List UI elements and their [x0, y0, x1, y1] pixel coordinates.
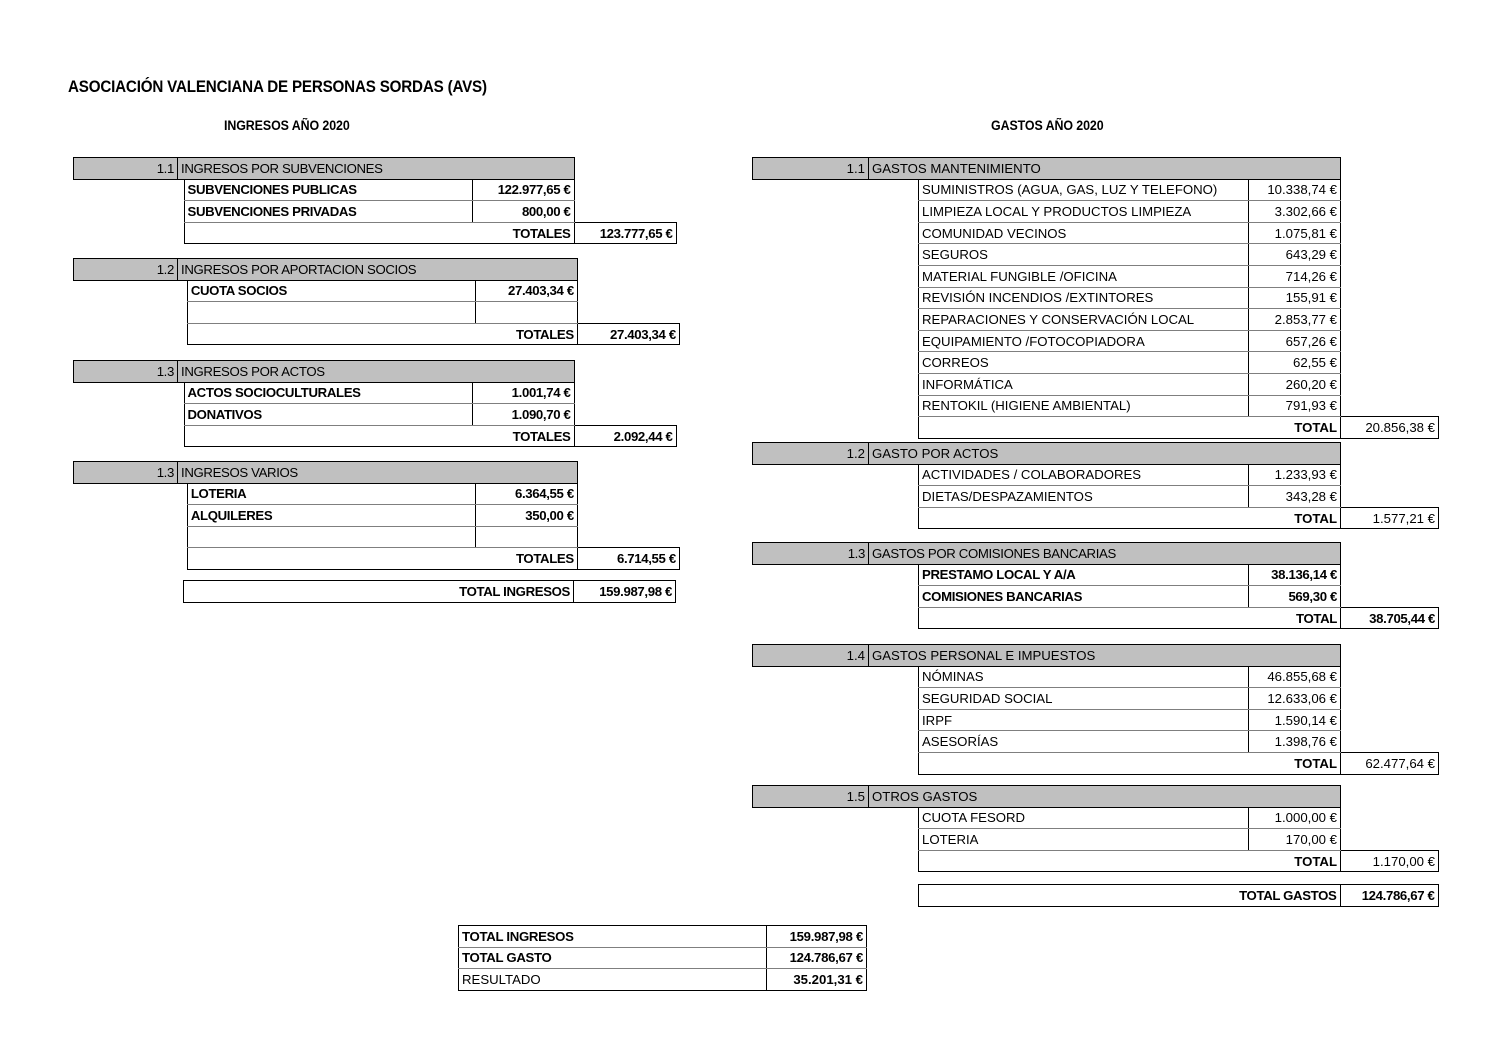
section-total-value: 38.705,44 € [1341, 607, 1439, 629]
row-label: CUOTA FESORD [919, 807, 1249, 829]
row-spacer [1341, 201, 1439, 223]
row-label: ACTIVIDADES / COLABORADORES [919, 464, 1249, 486]
summary-value: 35.201,31 € [767, 969, 867, 991]
row-label: PRESTAMO LOCAL Y A/A [919, 564, 1249, 586]
page-title: ASOCIACIÓN VALENCIANA DE PERSONAS SORDAS (AVS) [68, 78, 487, 96]
row-amount: 27.403,34 € [475, 280, 577, 302]
section-title: INGRESOS POR APORTACION SOCIOS [178, 259, 578, 281]
table-row [753, 201, 1439, 223]
section-total-label: TOTALES [187, 548, 577, 570]
row-amount: 1.090,70 € [472, 404, 574, 426]
row-indent [753, 464, 869, 486]
row-spacer [1341, 688, 1439, 710]
row-indent [74, 483, 178, 505]
section-number: 1.4 [753, 645, 869, 667]
row-indent [869, 395, 919, 417]
table-row [74, 201, 677, 223]
section-total-value: 27.403,34 € [577, 323, 679, 345]
row-indent [753, 244, 869, 266]
table-row [753, 829, 1439, 851]
row-indent [869, 309, 919, 331]
row-amount: 122.977,65 € [472, 179, 574, 201]
section-total-row [74, 548, 680, 570]
section-table [73, 157, 677, 244]
row-amount: 657,26 € [1249, 330, 1341, 352]
table-row [74, 404, 677, 426]
gastos-column-subtitle: GASTOS AÑO 2020 [991, 118, 1104, 133]
section-table [73, 360, 677, 447]
row-indent [869, 507, 919, 529]
row-indent [74, 302, 178, 324]
row-spacer [577, 505, 679, 527]
row-indent [869, 179, 919, 201]
section-header-row [753, 158, 1439, 180]
section-total-row [753, 752, 1439, 774]
row-amount: 260,20 € [1249, 373, 1341, 395]
row-indent [752, 885, 868, 907]
row-spacer [1341, 829, 1439, 851]
empty-cell [475, 526, 577, 548]
grand-total-label: TOTAL GASTOS [918, 885, 1340, 907]
row-spacer [1341, 309, 1439, 331]
row-label: SEGUROS [919, 244, 1249, 266]
row-label: LIMPIEZA LOCAL Y PRODUCTOS LIMPIEZA [919, 201, 1249, 223]
section-title: GASTOS MANTENIMIENTO [869, 158, 1341, 180]
row-label: DONATIVOS [184, 404, 472, 426]
section-header-row [74, 361, 677, 383]
row-indent [753, 564, 869, 586]
row-label: SUBVENCIONES PUBLICAS [184, 179, 472, 201]
table-row [74, 179, 677, 201]
row-amount: 155,91 € [1249, 287, 1341, 309]
row-amount: 2.853,77 € [1249, 309, 1341, 331]
section-total-value: 6.714,55 € [577, 548, 679, 570]
section-total-row [74, 323, 680, 345]
empty-cell [187, 526, 475, 548]
row-indent [869, 464, 919, 486]
header-spacer [574, 361, 676, 383]
row-amount: 1.590,14 € [1249, 709, 1341, 731]
row-amount: 714,26 € [1249, 265, 1341, 287]
row-label: COMUNIDAD VECINOS [919, 222, 1249, 244]
row-indent [753, 417, 869, 439]
row-indent [869, 222, 919, 244]
section-table [752, 785, 1439, 872]
row-spacer [577, 483, 679, 505]
row-indent [753, 850, 869, 872]
grand-total-label: TOTAL INGRESOS [184, 581, 574, 603]
row-label: REVISIÓN INCENDIOS /EXTINTORES [919, 287, 1249, 309]
section-total-label: TOTALES [187, 323, 577, 345]
table-row [753, 807, 1439, 829]
row-indent [753, 330, 869, 352]
section-table [752, 542, 1439, 629]
row-label: SEGURIDAD SOCIAL [919, 688, 1249, 710]
table-row [753, 486, 1439, 508]
section-header-row [74, 259, 680, 281]
row-indent [74, 505, 178, 527]
row-amount: 1.398,76 € [1249, 731, 1341, 753]
summary-value: 159.987,98 € [767, 926, 867, 948]
row-label: ACTOS SOCIOCULTURALES [184, 382, 472, 404]
row-indent [74, 526, 178, 548]
row-spacer [1341, 464, 1439, 486]
empty-row [74, 526, 680, 548]
row-indent [753, 395, 869, 417]
summary-row [459, 947, 867, 969]
row-indent [74, 425, 178, 447]
section-number: 1.3 [74, 462, 178, 484]
section-header-row [753, 543, 1439, 565]
table-row [753, 586, 1439, 608]
row-amount: 1.075,81 € [1249, 222, 1341, 244]
empty-row [74, 302, 680, 324]
row-indent [869, 287, 919, 309]
section-title: INGRESOS POR SUBVENCIONES [178, 158, 575, 180]
row-indent [74, 222, 178, 244]
table-row [753, 352, 1439, 374]
section-header-row [753, 645, 1439, 667]
row-amount: 569,30 € [1249, 586, 1341, 608]
row-indent [869, 829, 919, 851]
row-indent [869, 731, 919, 753]
empty-cell [475, 302, 577, 324]
row-indent [869, 486, 919, 508]
row-spacer [1341, 330, 1439, 352]
section-total-row [753, 850, 1439, 872]
row-amount: 791,93 € [1249, 395, 1341, 417]
row-indent [869, 586, 919, 608]
row-spacer [1341, 244, 1439, 266]
row-indent [869, 564, 919, 586]
table-row [753, 395, 1439, 417]
row-indent [753, 352, 869, 374]
section-total-row [753, 607, 1439, 629]
section-table [73, 258, 680, 345]
section-title: INGRESOS VARIOS [178, 462, 578, 484]
section-number: 1.1 [753, 158, 869, 180]
row-label: IRPF [919, 709, 1249, 731]
row-spacer [1341, 179, 1439, 201]
table-row [753, 287, 1439, 309]
row-label: EQUIPAMIENTO /FOTOCOPIADORA [919, 330, 1249, 352]
row-indent [74, 179, 178, 201]
row-spacer [574, 179, 676, 201]
section-header-row [753, 786, 1439, 808]
section-total-value: 1.577,21 € [1341, 507, 1439, 529]
row-amount: 10.338,74 € [1249, 179, 1341, 201]
row-amount: 1.001,74 € [472, 382, 574, 404]
row-indent [753, 666, 869, 688]
row-spacer [1341, 373, 1439, 395]
header-spacer [1341, 158, 1439, 180]
ingresos-column-subtitle: INGRESOS AÑO 2020 [224, 118, 350, 133]
summary-table [458, 925, 867, 991]
row-indent [74, 404, 178, 426]
row-indent [753, 373, 869, 395]
table-row [753, 731, 1439, 753]
row-indent [753, 486, 869, 508]
grand-total-row [73, 581, 676, 603]
row-spacer [1341, 222, 1439, 244]
row-indent [178, 548, 188, 570]
section-total-value: 2.092,44 € [574, 425, 676, 447]
row-amount: 46.855,68 € [1249, 666, 1341, 688]
row-indent [753, 688, 869, 710]
row-indent [869, 417, 919, 439]
row-indent [753, 309, 869, 331]
section-total-label: TOTALES [184, 222, 574, 244]
row-indent [178, 483, 188, 505]
section-header-row [753, 443, 1439, 465]
row-label: COMISIONES BANCARIAS [919, 586, 1249, 608]
row-spacer [577, 526, 679, 548]
row-indent [869, 709, 919, 731]
row-label: SUMINISTROS (AGUA, GAS, LUZ Y TELEFONO) [919, 179, 1249, 201]
row-amount: 170,00 € [1249, 829, 1341, 851]
table-row [74, 483, 680, 505]
row-label: CUOTA SOCIOS [187, 280, 475, 302]
section-table [752, 157, 1439, 439]
row-spacer [1341, 486, 1439, 508]
table-row [753, 309, 1439, 331]
row-spacer [1341, 709, 1439, 731]
row-spacer [1341, 731, 1439, 753]
section-number: 1.5 [753, 786, 869, 808]
summary-label: TOTAL INGRESOS [459, 926, 767, 948]
row-indent [753, 201, 869, 223]
row-amount: 6.364,55 € [475, 483, 577, 505]
row-indent [869, 666, 919, 688]
row-indent [869, 850, 919, 872]
summary-label: TOTAL GASTO [459, 947, 767, 969]
row-amount: 343,28 € [1249, 486, 1341, 508]
header-spacer [1341, 443, 1439, 465]
section-header-row [74, 462, 680, 484]
row-spacer [1341, 586, 1439, 608]
grand-total-value: 159.987,98 € [574, 581, 676, 603]
section-total-label: TOTAL [919, 752, 1341, 774]
header-spacer [577, 462, 679, 484]
section-number: 1.2 [753, 443, 869, 465]
row-indent [869, 373, 919, 395]
header-spacer [1341, 786, 1439, 808]
row-spacer [1341, 265, 1439, 287]
row-indent [753, 287, 869, 309]
row-indent [869, 265, 919, 287]
table-row [753, 265, 1439, 287]
section-total-value: 123.777,65 € [574, 222, 676, 244]
row-indent [753, 222, 869, 244]
table-row [753, 330, 1439, 352]
section-total-row [74, 222, 677, 244]
table-row [74, 382, 677, 404]
row-indent [178, 526, 188, 548]
row-indent [74, 323, 178, 345]
row-indent [178, 323, 188, 345]
summary-label: RESULTADO [459, 969, 767, 991]
section-total-value: 1.170,00 € [1341, 850, 1439, 872]
section-total-value: 62.477,64 € [1341, 752, 1439, 774]
section-total-label: TOTAL [919, 607, 1341, 629]
row-spacer [1341, 564, 1439, 586]
row-indent [73, 581, 177, 603]
row-indent [753, 607, 869, 629]
section-title: OTROS GASTOS [869, 786, 1341, 808]
row-indent [753, 507, 869, 529]
row-amount: 3.302,66 € [1249, 201, 1341, 223]
table-row [753, 222, 1439, 244]
row-label: LOTERIA [919, 829, 1249, 851]
row-spacer [574, 382, 676, 404]
section-title: GASTOS POR COMISIONES BANCARIAS [869, 543, 1341, 565]
row-spacer [574, 404, 676, 426]
empty-cell [187, 302, 475, 324]
grand-total-table [73, 580, 676, 603]
header-spacer [1341, 645, 1439, 667]
row-indent [178, 280, 188, 302]
table-row [753, 688, 1439, 710]
row-indent [74, 382, 178, 404]
row-indent [74, 280, 178, 302]
row-label: NÓMINAS [919, 666, 1249, 688]
row-indent [868, 885, 918, 907]
section-title: INGRESOS POR ACTOS [178, 361, 575, 383]
section-title: GASTOS PERSONAL E IMPUESTOS [869, 645, 1341, 667]
row-amount: 643,29 € [1249, 244, 1341, 266]
row-amount: 1.000,00 € [1249, 807, 1341, 829]
row-amount: 38.136,14 € [1249, 564, 1341, 586]
row-indent [869, 330, 919, 352]
row-spacer [577, 280, 679, 302]
row-label: LOTERIA [187, 483, 475, 505]
row-indent [753, 586, 869, 608]
row-indent [178, 505, 188, 527]
row-label: SUBVENCIONES PRIVADAS [184, 201, 472, 223]
section-header-row [74, 158, 677, 180]
table-row [74, 505, 680, 527]
section-number: 1.3 [74, 361, 178, 383]
row-indent [869, 201, 919, 223]
row-spacer [1341, 807, 1439, 829]
row-amount: 350,00 € [475, 505, 577, 527]
section-total-label: TOTAL [919, 507, 1341, 529]
row-indent [869, 607, 919, 629]
section-number: 1.3 [753, 543, 869, 565]
table-row [753, 464, 1439, 486]
row-label: MATERIAL FUNGIBLE /OFICINA [919, 265, 1249, 287]
summary-value: 124.786,67 € [767, 947, 867, 969]
row-indent [753, 829, 869, 851]
row-indent [753, 731, 869, 753]
row-indent [753, 179, 869, 201]
row-indent [753, 709, 869, 731]
row-indent [753, 807, 869, 829]
section-number: 1.1 [74, 158, 178, 180]
row-amount: 12.633,06 € [1249, 688, 1341, 710]
row-spacer [1341, 666, 1439, 688]
row-indent [869, 244, 919, 266]
row-indent [869, 807, 919, 829]
section-total-label: TOTAL [919, 417, 1341, 439]
row-indent [869, 752, 919, 774]
section-total-label: TOTALES [184, 425, 574, 447]
row-indent [753, 265, 869, 287]
row-label: INFORMÁTICA [919, 373, 1249, 395]
row-label: ALQUILERES [187, 505, 475, 527]
table-row [753, 244, 1439, 266]
row-indent [74, 201, 178, 223]
section-total-label: TOTAL [919, 850, 1341, 872]
row-indent [753, 752, 869, 774]
table-row [74, 280, 680, 302]
section-title: GASTO POR ACTOS [869, 443, 1341, 465]
row-label: REPARACIONES Y CONSERVACIÓN LOCAL [919, 309, 1249, 331]
header-spacer [577, 259, 679, 281]
row-amount: 62,55 € [1249, 352, 1341, 374]
row-spacer [574, 201, 676, 223]
summary-row [459, 969, 867, 991]
row-spacer [1341, 287, 1439, 309]
section-total-row [753, 417, 1439, 439]
row-label: ASESORÍAS [919, 731, 1249, 753]
row-amount: 1.233,93 € [1249, 464, 1341, 486]
row-label: RENTOKIL (HIGIENE AMBIENTAL) [919, 395, 1249, 417]
header-spacer [1341, 543, 1439, 565]
table-row [753, 179, 1439, 201]
table-row [753, 564, 1439, 586]
row-spacer [577, 302, 679, 324]
section-total-row [74, 425, 677, 447]
section-total-row [753, 507, 1439, 529]
row-label: DIETAS/DESPAZAMIENTOS [919, 486, 1249, 508]
section-total-value: 20.856,38 € [1341, 417, 1439, 439]
grand-total-row [752, 885, 1438, 907]
header-spacer [574, 158, 676, 180]
table-row [753, 709, 1439, 731]
row-indent [178, 302, 188, 324]
row-indent [869, 688, 919, 710]
row-label: CORREOS [919, 352, 1249, 374]
section-table [752, 442, 1439, 529]
section-table [752, 644, 1439, 775]
row-spacer [1341, 352, 1439, 374]
table-row [753, 666, 1439, 688]
row-spacer [1341, 395, 1439, 417]
row-indent [74, 548, 178, 570]
row-indent [869, 352, 919, 374]
row-amount: 800,00 € [472, 201, 574, 223]
grand-total-value: 124.786,67 € [1340, 885, 1438, 907]
section-number: 1.2 [74, 259, 178, 281]
grand-total-table [752, 884, 1439, 907]
section-table [73, 461, 680, 570]
summary-row [459, 926, 867, 948]
table-row [753, 373, 1439, 395]
